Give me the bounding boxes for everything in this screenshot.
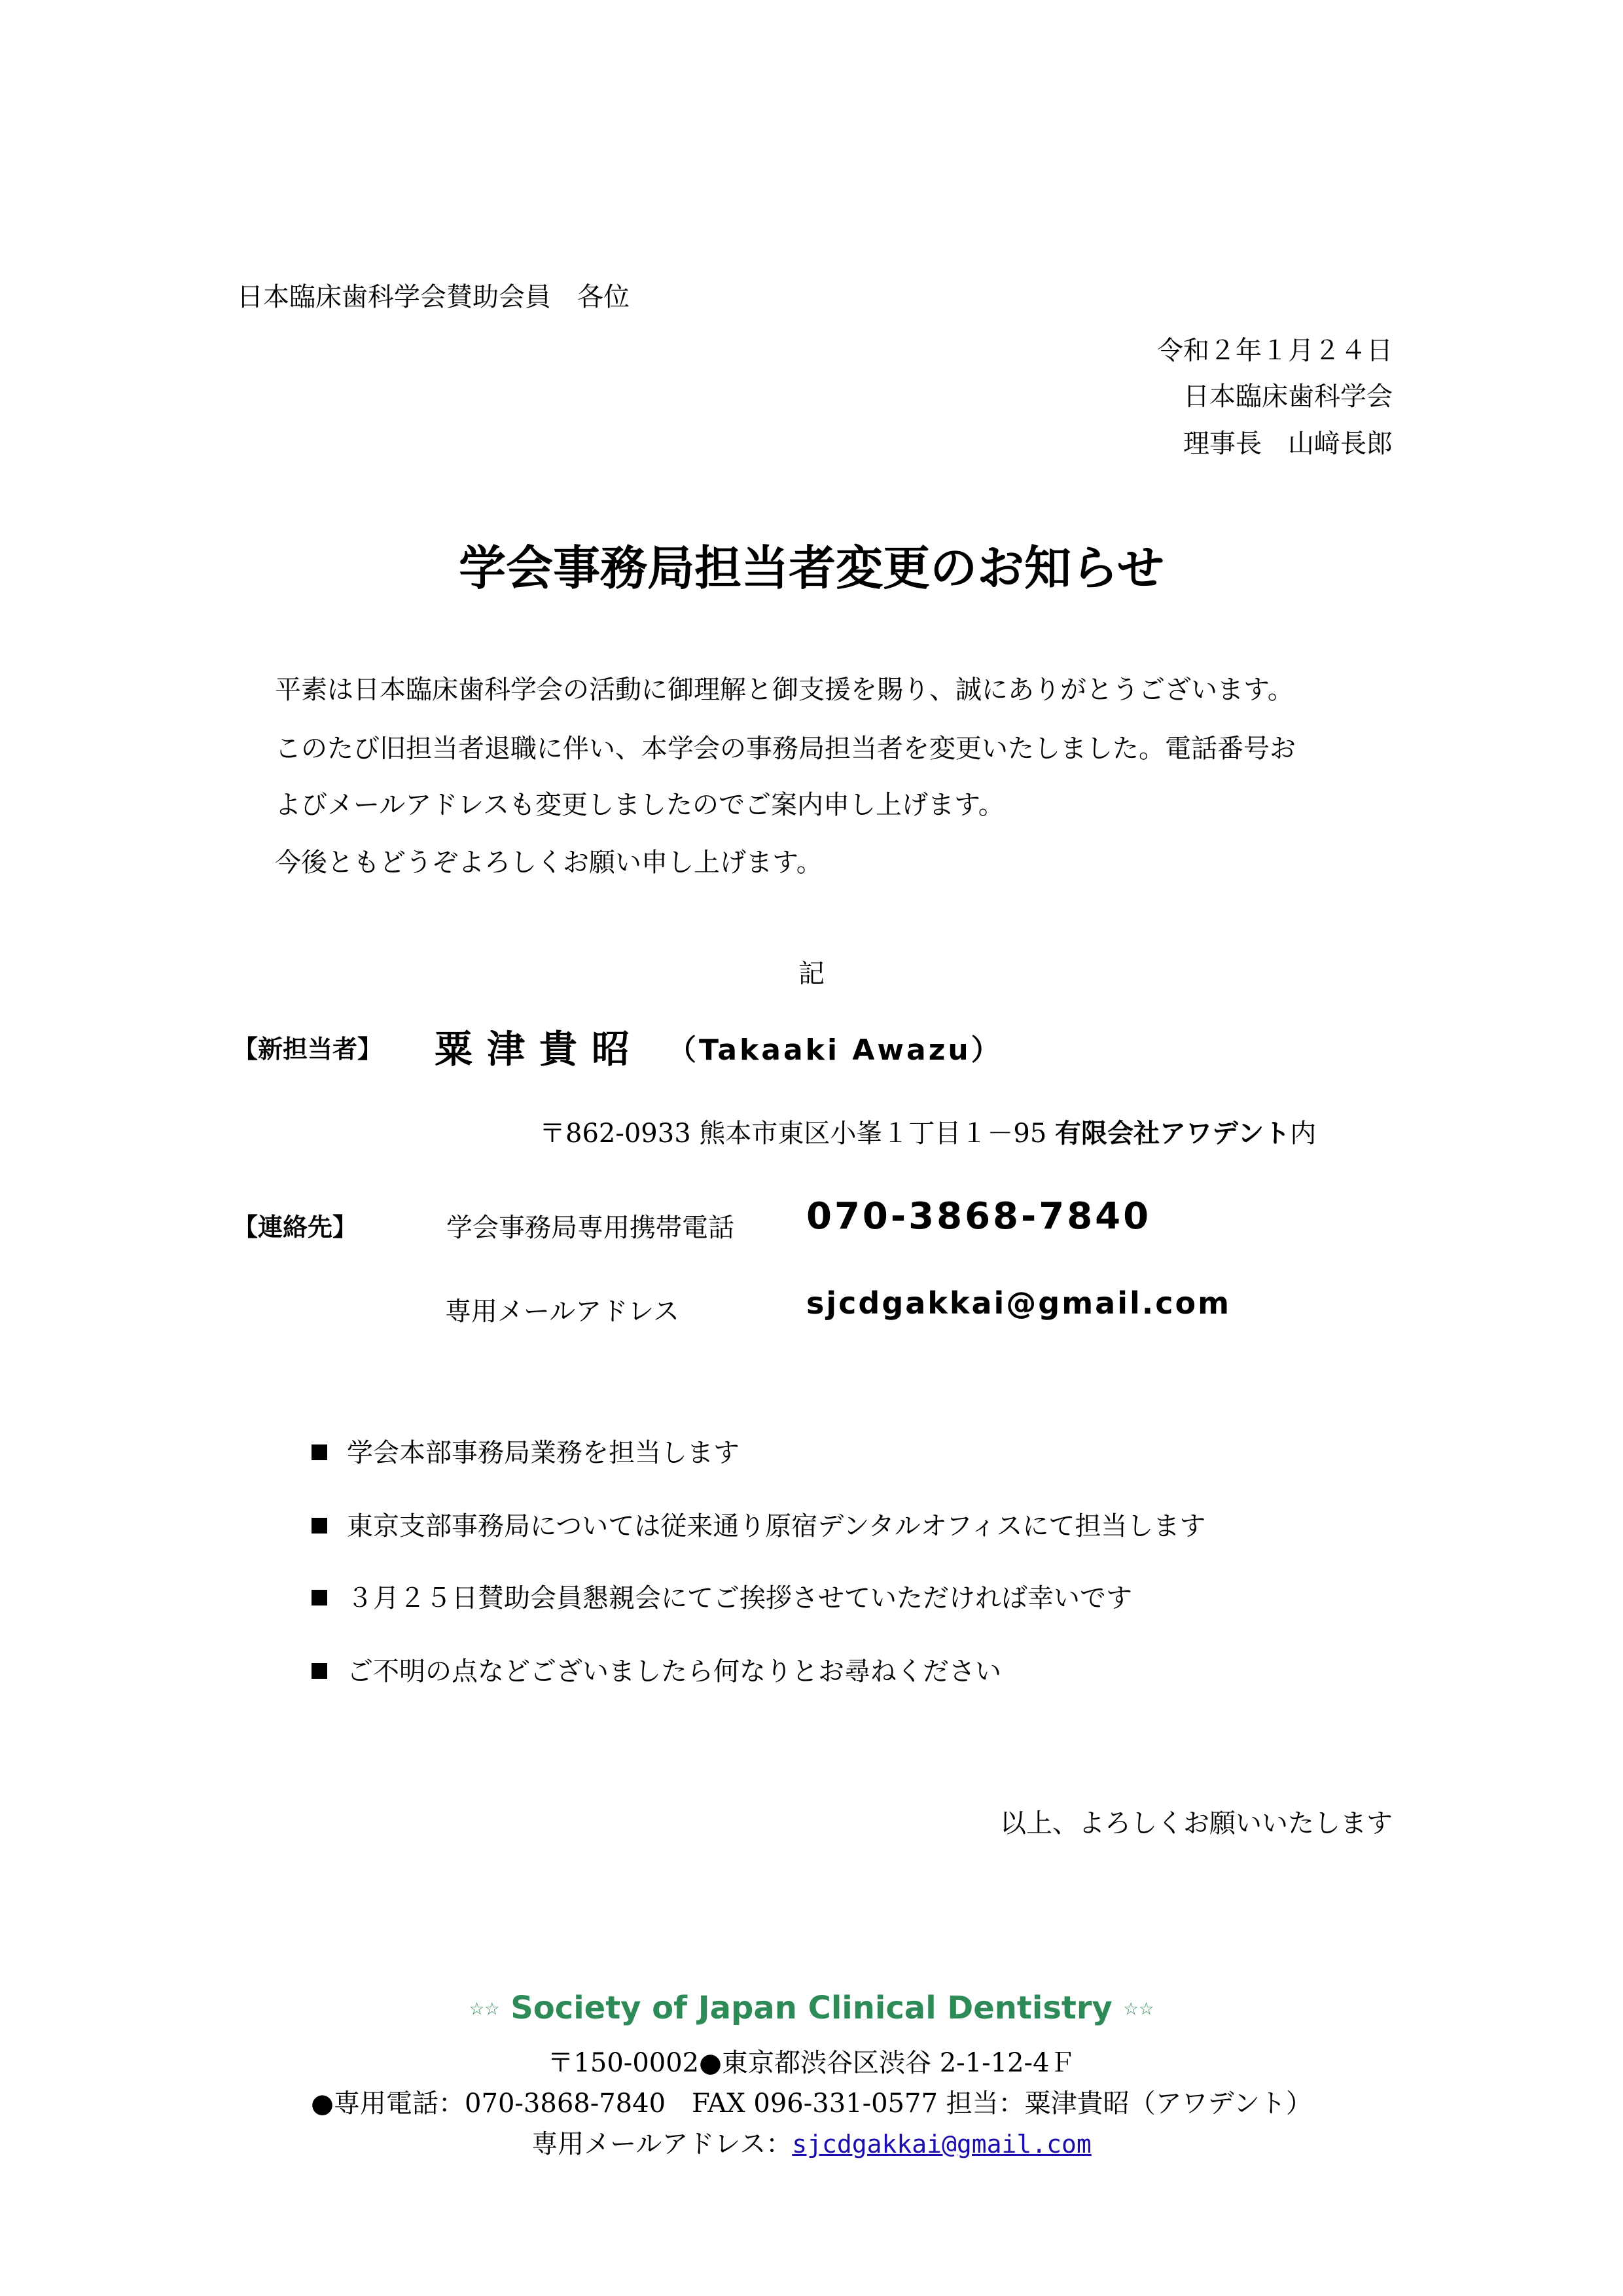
bullet-item — [312, 1651, 1001, 1688]
contact-person-name-en: （Takaaki Awazu） — [668, 1033, 1003, 1067]
contact-person-name: 粟津貴昭 — [435, 1027, 645, 1071]
footer-email-link[interactable]: sjcdgakkai@gmail.com — [792, 2130, 1092, 2159]
phone-label: 学会事務局専用携帯電話 — [446, 1213, 734, 1243]
bullet-text: ご不明の点などございましたら何なりとお尋ねください — [347, 1657, 1001, 1687]
email-address: sjcdgakkai@gmail.com — [806, 1285, 1232, 1321]
star-icon: ☆☆ — [469, 2000, 500, 2019]
addressee: 日本臨床歯科学会賛助会員 各位 — [237, 282, 630, 312]
star-icon: ☆☆ — [1123, 2000, 1154, 2019]
address-prefix: 〒862-0933 熊本市東区小峯１丁目１－95 — [539, 1119, 1055, 1149]
body-paragraph-2: このたび旧担当者退職に伴い、本学会の事務局担当者を変更いたしました。電話番号お — [275, 734, 1296, 764]
contact-address — [539, 1113, 1316, 1150]
contact-label: 【連絡先】 — [233, 1213, 358, 1242]
bullet-text: ３月２５日賛助会員懇親会にてご挨拶させていただければ幸いです — [347, 1583, 1132, 1613]
document-title: 学会事務局担当者変更のお知らせ — [459, 541, 1164, 596]
bullet-item — [312, 1505, 1205, 1543]
footer-email-line — [0, 2123, 1623, 2161]
ki-heading: 記 — [798, 959, 825, 989]
issue-date: 令和２年１月２４日 — [1157, 336, 1393, 366]
square-bullet-icon — [312, 1444, 327, 1460]
society-name: Society of Japan Clinical Dentistry — [510, 1990, 1113, 2026]
footer-society-title — [0, 1990, 1623, 2026]
bullet-item — [312, 1577, 1132, 1615]
bullet-text: 東京支部事務局については従来通り原宿デンタルオフィスにて担当します — [347, 1511, 1206, 1541]
footer-address: 〒150-0002●東京都渋谷区渋谷 2-1-12-4Ｆ — [547, 2048, 1076, 2078]
footer-phone-line: ●専用電話：070-3868-7840 FAX 096-331-0577 担当：粟津貴昭（アワデント） — [311, 2089, 1312, 2119]
square-bullet-icon — [312, 1663, 327, 1679]
address-company: 有限会社アワデント — [1055, 1119, 1291, 1149]
signer: 理事長 山﨑長郎 — [1183, 429, 1393, 459]
square-bullet-icon — [312, 1590, 327, 1605]
bullet-text: 学会本部事務局業務を担当します — [347, 1438, 740, 1468]
body-paragraph-3: よびメールアドレスも変更しましたのでご案内申し上げます。 — [275, 790, 1005, 820]
new-contact-label: 【新担当者】 — [233, 1035, 383, 1064]
bullet-item — [312, 1432, 740, 1469]
body-paragraph-4: 今後ともどうぞよろしくお願い申し上げます。 — [275, 848, 823, 878]
square-bullet-icon — [312, 1518, 327, 1534]
closing-remark: 以上、よろしくお願いいたします — [1000, 1808, 1393, 1839]
phone-number: 070-3868-7840 — [806, 1195, 1152, 1238]
address-suffix: 内 — [1290, 1119, 1317, 1149]
body-paragraph-1: 平素は日本臨床歯科学会の活動に御理解と御支援を賜り、誠にありがとうございます。 — [275, 675, 1294, 705]
email-label: 専用メールアドレス — [445, 1297, 679, 1327]
organization-name: 日本臨床歯科学会 — [1183, 382, 1393, 412]
footer-email-label: 専用メールアドレス： — [531, 2129, 793, 2159]
